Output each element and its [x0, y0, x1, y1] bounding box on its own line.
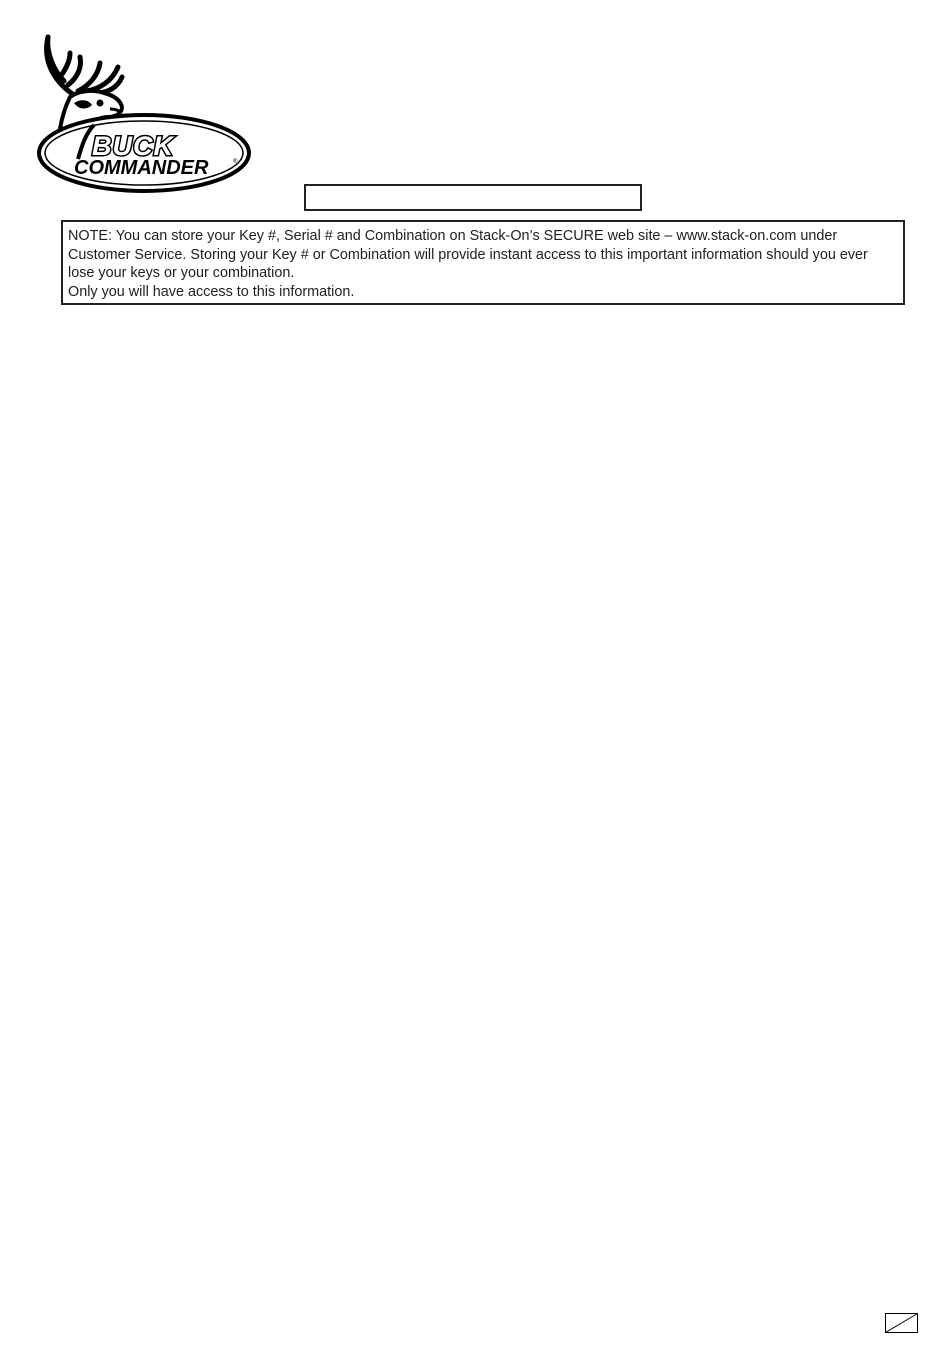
antler-icon: [47, 37, 122, 95]
note-paragraph-main: NOTE: You can store your Key #, Serial # and Combination on Stack-On’s SECURE web site – www.stack-on.com under Customer Service. Storing your Key # or Combination will provide instant access to this important information should you ever lose your keys or your combination.: [68, 228, 868, 281]
page-corner-mark: [885, 1313, 918, 1333]
logo-wordmark-line2: COMMANDER: [74, 157, 209, 179]
registered-mark: ®: [233, 159, 238, 165]
logo-wordmark-line1: BUCK: [92, 131, 174, 161]
note-paragraph-access: Only you will have access to this information.: [68, 283, 355, 300]
buck-commander-logo: [34, 33, 258, 195]
note-box: [61, 220, 905, 305]
title-box: [304, 184, 642, 211]
